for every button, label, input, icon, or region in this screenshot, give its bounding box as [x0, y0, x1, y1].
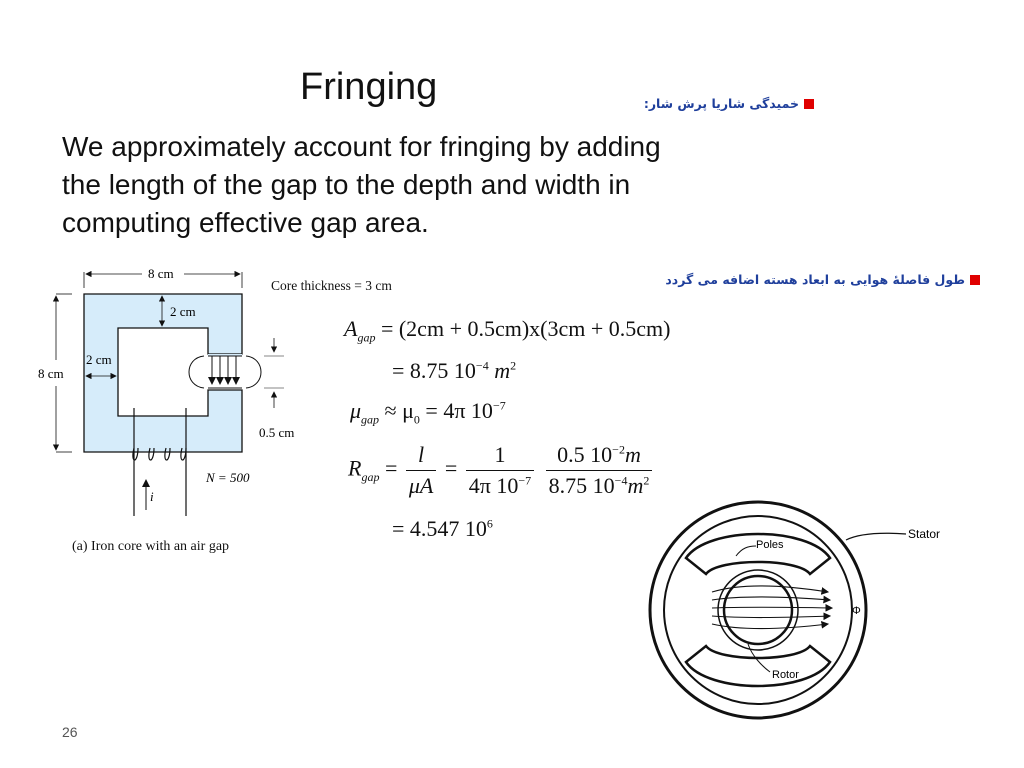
stator-leader [846, 533, 906, 540]
persian-note-text: خمیدگی شاریا پرش شار: [643, 96, 799, 111]
top-thickness-label: 2 cm [170, 304, 196, 319]
core-frame [84, 294, 242, 452]
equation-area-gap: $A_{gap} = (2cm + 0.5cm)x(3cm + 0.5cm)$ [344, 316, 671, 345]
stator-label: Stator [908, 527, 941, 541]
equation-permeability: $\mu_{gap} \approx \mu_0 = 4\pi$ $10^{-7}$ [350, 398, 506, 427]
red-square-bullet-icon [804, 99, 814, 109]
persian-note-fringing [644, 96, 814, 111]
slide-title: Fringing [300, 66, 438, 108]
fringing-flux-lines [189, 356, 261, 388]
height-label: 8 cm [38, 366, 64, 381]
side-thickness-label: 2 cm [86, 352, 112, 367]
gap-length-label: 0.5 cm [259, 425, 295, 440]
flux-symbol: Φ [852, 605, 861, 617]
equation-reluctance-value: = 4.547 $10^6$ [392, 516, 493, 541]
red-square-bullet-icon [970, 275, 980, 285]
width-label: 8 cm [148, 266, 174, 281]
slide-body-text: We approximately account for fringing by adding the length of the gap to the depth and width in computing effective gap area. [62, 131, 661, 238]
core-thickness-note: Core thickness = 3 cm [271, 278, 392, 293]
page-number: 26 [62, 724, 78, 740]
turns-label: N = 500 [206, 470, 250, 485]
equation-area-value: = 8.75 $10^{-4}$ $m^2$ [392, 358, 517, 383]
rotor-label: Rotor [772, 669, 799, 681]
motor-cross-section-diagram [638, 496, 968, 746]
core-figure-caption: (a) Iron core with an air gap [72, 539, 230, 554]
persian-note-gap-length [665, 272, 980, 287]
bottom-pole [686, 646, 830, 686]
persian-note-text: طول فاصلهٔ هوایی به ابعاد هسته اضافه می گردد [665, 272, 965, 287]
equation-reluctance: $R_{gap}$ = $\frac{l}{\mu A}$ = $\frac{1}{4\pi 10^{-7}}$ $\frac{0.5 10^{-2}m}{8.75 10^{-4}m^2}$ [348, 442, 655, 499]
current-label: i [150, 489, 154, 504]
iron-core-diagram [38, 258, 328, 538]
poles-label: Poles [756, 539, 784, 551]
